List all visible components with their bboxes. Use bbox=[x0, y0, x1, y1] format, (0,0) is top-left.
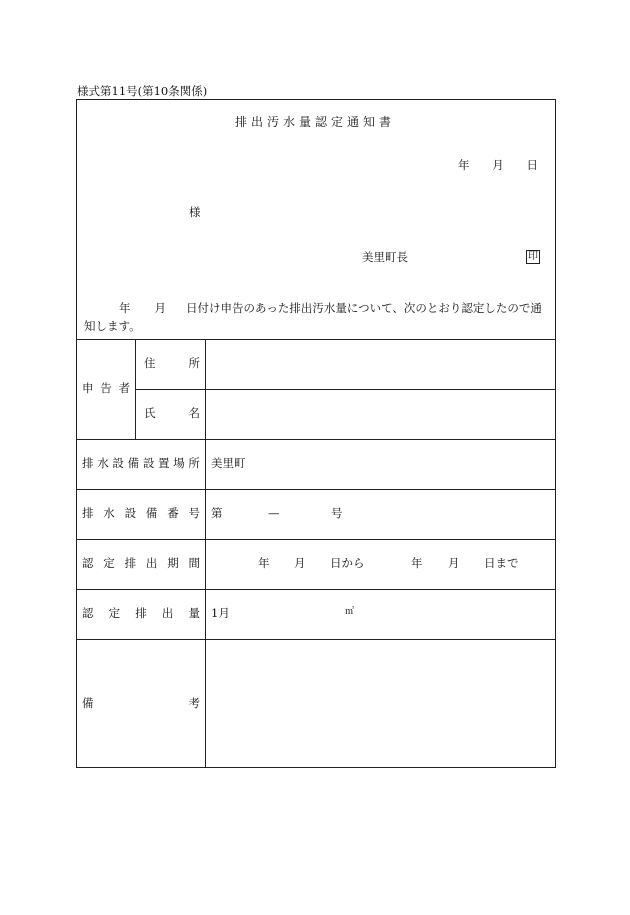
number-prefix: 第 bbox=[211, 506, 223, 520]
period-from-day: 日から bbox=[330, 556, 365, 570]
period-to-month: 月 bbox=[448, 556, 460, 570]
location-value: 美里町 bbox=[211, 456, 246, 470]
remarks-label: 備 考 bbox=[82, 696, 200, 710]
rule-location-bottom bbox=[76, 489, 556, 490]
amount-prefix: 1月 bbox=[211, 606, 230, 620]
form-title: 排出汚水量認定通知書 bbox=[234, 115, 395, 129]
form-frame bbox=[76, 99, 556, 768]
seal-mark: 印 bbox=[528, 251, 538, 262]
notice-body: 日付け申告のあった排出汚水量について、次のとおり認定したので通知します。 bbox=[84, 301, 542, 333]
issue-date-month: 月 bbox=[492, 158, 504, 172]
number-label: 排 水 設 備 番 号 bbox=[82, 506, 200, 520]
issue-date bbox=[458, 160, 538, 172]
applicant-label: 申 告 者 bbox=[82, 381, 130, 395]
rule-period-bottom bbox=[76, 589, 556, 590]
form-number-caption: 様式第11号(第10条関係) bbox=[77, 84, 208, 98]
rule-applicant-split bbox=[135, 389, 556, 390]
period-from-month: 月 bbox=[294, 556, 306, 570]
period-to-year: 年 bbox=[411, 556, 423, 570]
period-to-day: 日まで bbox=[484, 556, 519, 570]
location-label: 排 水 設 備 設 置 場 所 bbox=[82, 456, 200, 470]
addressee-suffix: 様 bbox=[189, 205, 201, 219]
rule-number-bottom bbox=[76, 539, 556, 540]
issue-date-year: 年 bbox=[458, 158, 470, 172]
rule-amount-bottom bbox=[76, 639, 556, 640]
period-from-year: 年 bbox=[258, 556, 270, 570]
rule-applicant-bottom bbox=[76, 439, 556, 440]
issuer-name: 美里町長 bbox=[362, 250, 408, 264]
rule-label-column bbox=[205, 339, 206, 768]
amount-label: 認 定 排 出 量 bbox=[82, 606, 200, 620]
period-label: 認 定 排 出 期 間 bbox=[82, 556, 200, 570]
amount-unit: ㎥ bbox=[345, 607, 355, 617]
name-label: 氏 名 bbox=[144, 406, 200, 420]
notice-paragraph bbox=[84, 299, 552, 335]
number-dash: — bbox=[268, 506, 280, 520]
rule-applicant-column bbox=[135, 339, 136, 439]
notice-year: 年 bbox=[119, 301, 131, 315]
rule-header-bottom bbox=[76, 339, 556, 340]
number-suffix: 号 bbox=[331, 506, 343, 520]
issue-date-day: 日 bbox=[526, 158, 538, 172]
address-label: 住 所 bbox=[144, 356, 200, 370]
notice-month: 月 bbox=[154, 301, 166, 315]
